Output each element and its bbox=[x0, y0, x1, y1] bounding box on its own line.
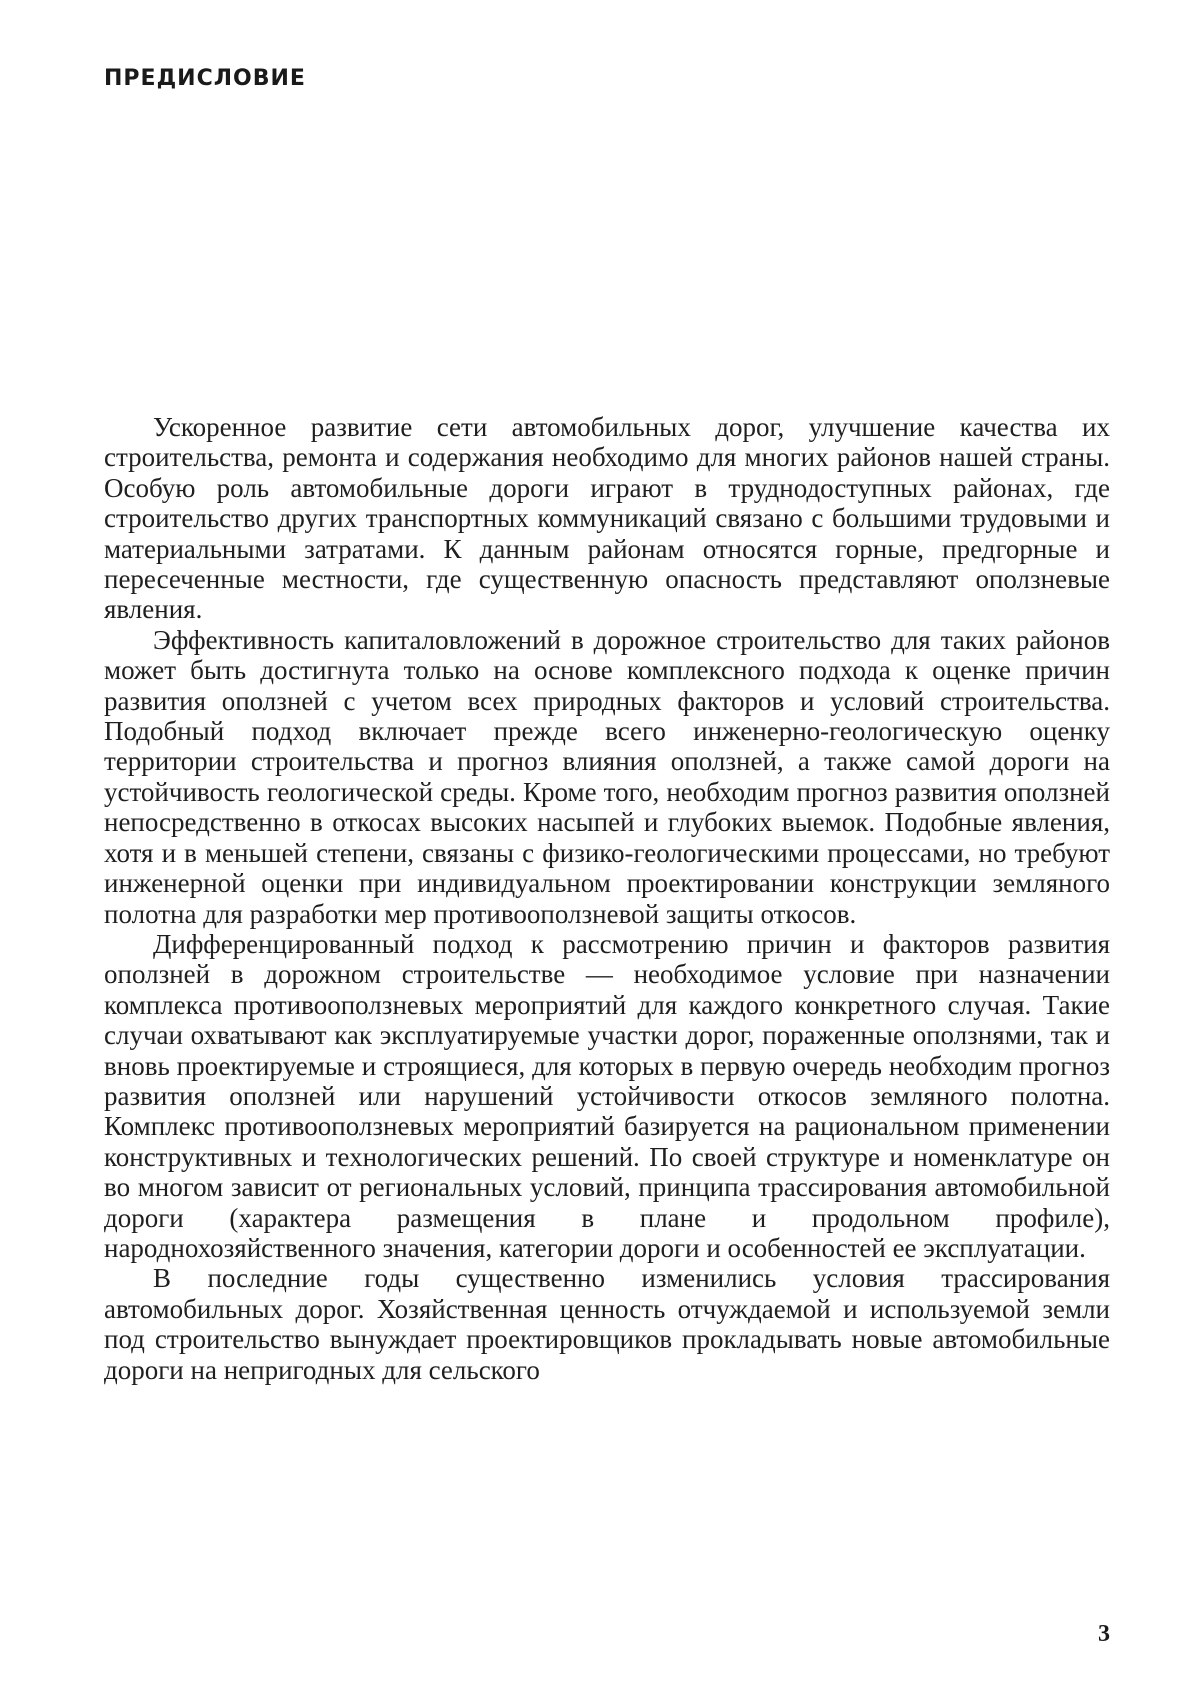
page-heading: ПРЕДИСЛОВИЕ bbox=[104, 66, 306, 91]
paragraph: В последние годы существенно изменились условия трассирования автомобильных дорог. Хозяйственная ценность отчуждаемой и используемой земли под строительство вынуждает проектировщиков прокладывать новые автомобильные дороги на непригодных для сельского bbox=[104, 1263, 1110, 1385]
paragraph: Эффективность капиталовложений в дорожное строительство для таких районов может быть достигнута только на основе комплексного подхода к оценке причин развития оползней с учетом всех природных факторов и условий строительства. Подобный подход включает прежде всего инженерно-геологическую оценку территории строительства и прогноз влияния оползней, а также самой дороги на устойчивость геологической среды. Кроме того, необходим прогноз развития оползней непосредственно в откосах высоких насыпей и глубоких выемок. Подобные явления, хотя и в меньшей степени, связаны с физико-геологическими процессами, но требуют инженерной оценки при индивидуальном проектировании конструкции земляного полотна для разработки мер противооползневой защиты откосов. bbox=[104, 624, 1110, 929]
paragraph: Дифференцированный подход к рассмотрению причин и факторов развития оползней в дорожном строительстве — необходимое условие при назначении комплекса противооползневых мероприятий для каждого конкретного случая. Такие случаи охватывают как эксплуатируемые участки дорог, пораженные оползнями, так и вновь проектируемые и строящиеся, для которых в первую очередь необходим прогноз развития оползней или нарушений устойчивости откосов земляного полотна. Комплекс противооползневых мероприятий базируется на рациональном применении конструктивных и технологических решений. По своей структуре и номенклатуре он во многом зависит от региональных условий, принципа трассирования автомобильной дороги (характера размещения в плане и продольном профиле), народнохозяйственного значения, категории дороги и особенностей ее эксплуатации. bbox=[104, 928, 1110, 1263]
paragraph: Ускоренное развитие сети автомобильных дорог, улучшение качества их строительства, ремонта и содержания необходимо для многих районов нашей страны. Особую роль автомобильные дороги играют в труднодоступных районах, где строительство других транспортных коммуникаций связано с большими трудовыми и материальными затратами. К данным районам относятся горные, предгорные и пересеченные местности, где существенную опасность представляют оползневые явления. bbox=[104, 412, 1110, 625]
body-text bbox=[104, 412, 1110, 1385]
page-number: 3 bbox=[1098, 1621, 1110, 1647]
